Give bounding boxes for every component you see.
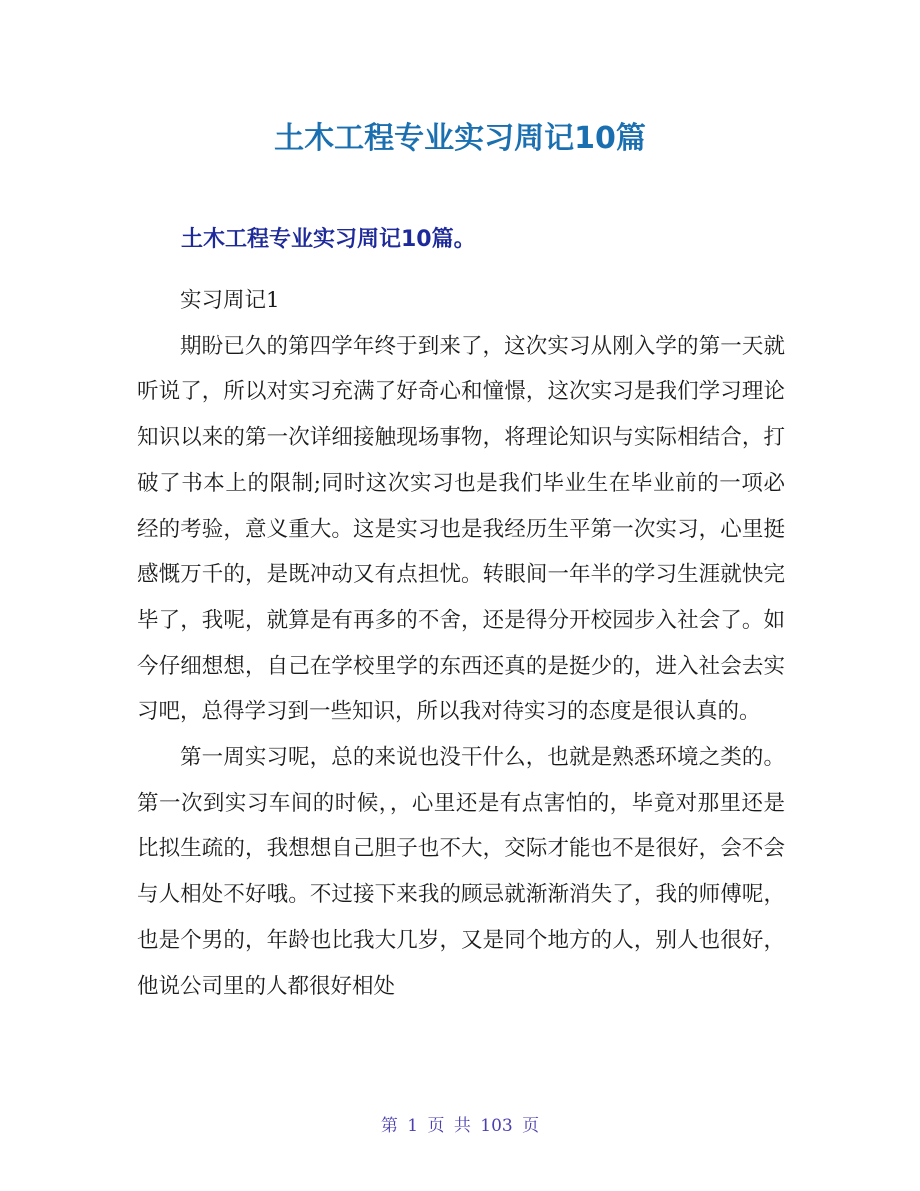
body-paragraph: 第一周实习呢，总的来说也没干什么，也就是熟悉环境之类的。第一次到实习车间的时候，，心里还是有点害怕的，毕竟对那里还是比拟生疏的，我想想自己胆子也不大，交际才能也不是很好，会不会与人相处不好哦。不过接下来我的顾忌就渐渐消失了，我的师傅呢，也是个男的，年龄也比我大几岁，又是同个地方的人，别人也很好，他说公司里的人都很好相处 <box>137 745 785 999</box>
document-subtitle: 土木工程专业实习周记10篇。 <box>181 227 476 252</box>
document-title: 土木工程专业实习周记10篇 <box>274 121 646 156</box>
body-paragraph: 期盼已久的第四学年终于到来了，这次实习从刚入学的第一天就听说了，所以对实习充满了好奇心和憧憬，这次实习是我们学习理论知识以来的第一次详细接触现场事物，将理论知识与实际相结合，打破了书本上的限制;同时这次实习也是我们毕业生在毕业前的一项必经的考验，意义重大。这是实习也是我经历生平第一次实习，心里挺感慨万千的，是既冲动又有点担忧。转眼间一年半的学习生涯就快完毕了，我呢，就算是有再多的不舍，还是得分开校园步入社会了。如今仔细想想，自己在学校里学的东西还真的是挺少的，进入社会去实习吧，总得学习到一些知识，所以我对待实习的态度是很认真的。 <box>137 333 785 725</box>
section-heading: 实习周记1 <box>180 288 280 313</box>
document-body <box>137 278 785 1009</box>
page-number-footer: 第 1 页 共 103 页 <box>380 1116 540 1136</box>
